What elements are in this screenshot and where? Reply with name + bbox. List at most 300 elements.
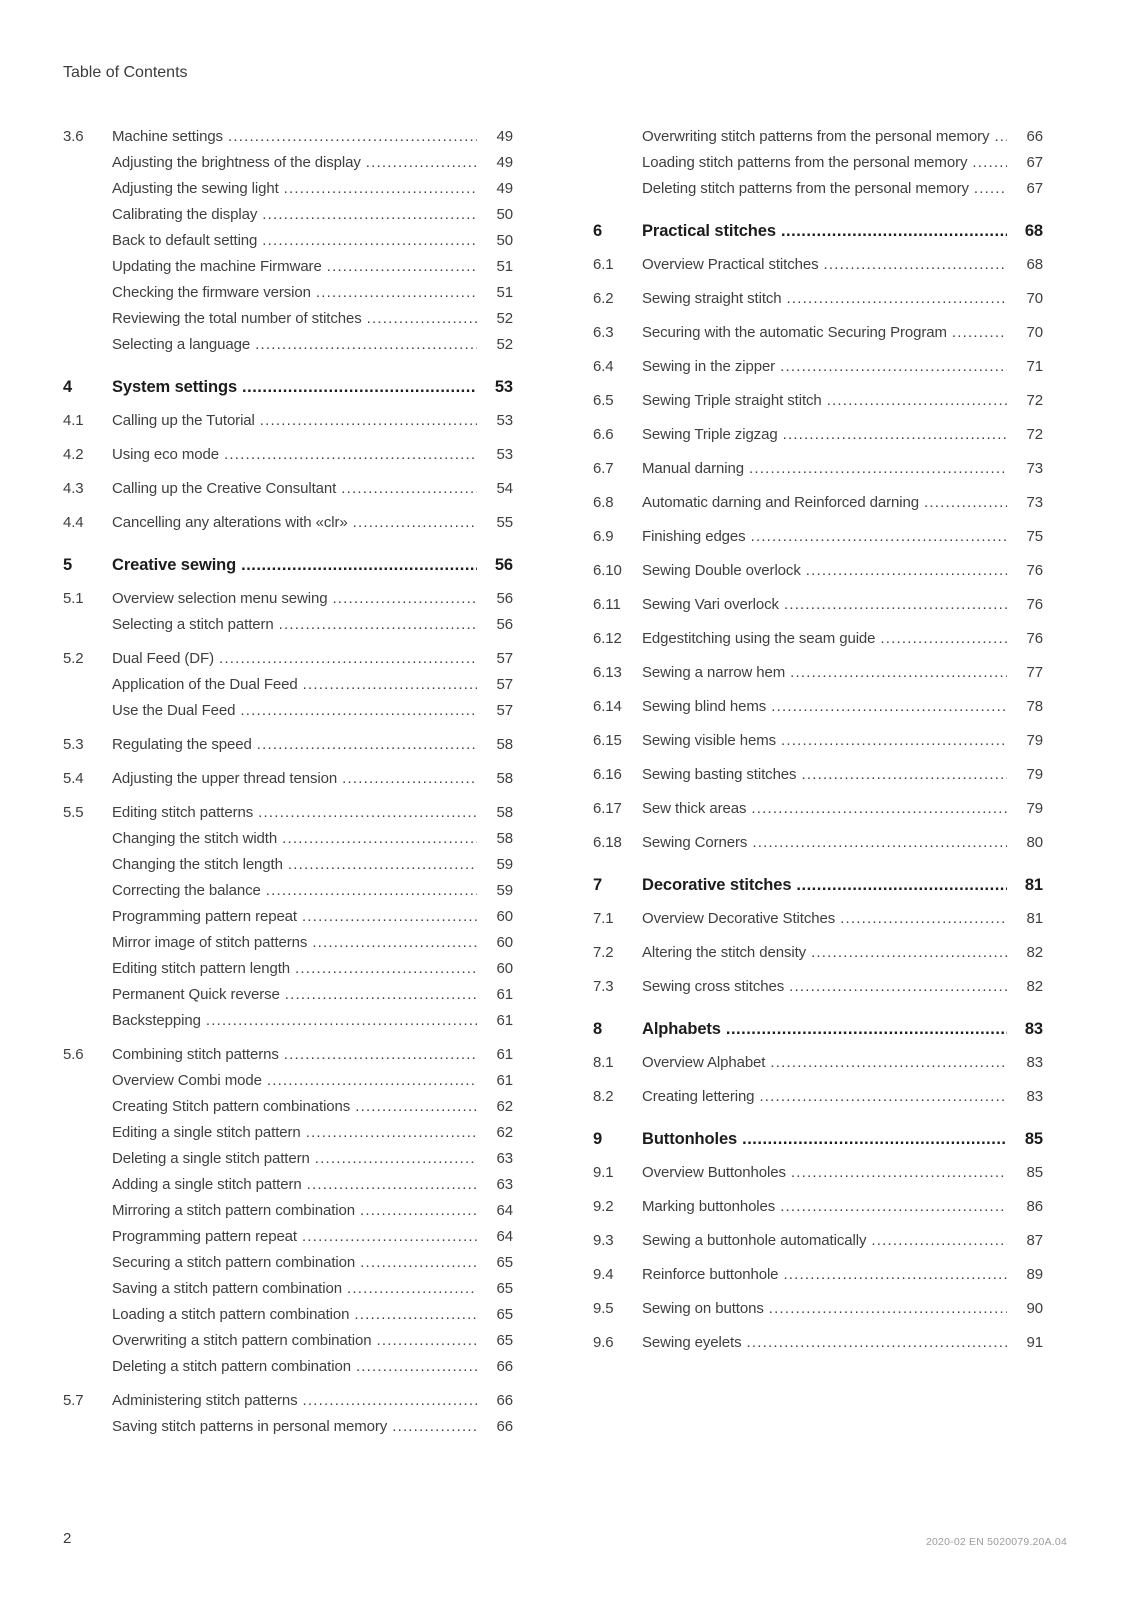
toc-entry[interactable] <box>63 590 513 608</box>
toc-entry-page: 53 <box>496 446 513 463</box>
toc-entry-page: 53 <box>494 378 513 396</box>
dot-leader <box>342 770 477 788</box>
toc-entry-title: Selecting a stitch pattern <box>112 616 274 633</box>
toc-entry[interactable] <box>63 1124 513 1142</box>
dot-leader <box>266 882 477 900</box>
toc-entry-title: Using eco mode <box>112 446 219 463</box>
dot-leader <box>224 446 477 464</box>
toc-entry[interactable] <box>63 128 513 146</box>
toc-entry-page: 61 <box>496 986 513 1003</box>
toc-entry-page: 82 <box>1026 944 1043 961</box>
toc-entry-title: Mirroring a stitch pattern combination <box>112 1202 355 1219</box>
toc-entry-number: 5.2 <box>63 650 84 667</box>
toc-entry-page: 73 <box>1026 460 1043 477</box>
toc-entry[interactable] <box>63 310 513 328</box>
toc-entry[interactable] <box>63 616 513 634</box>
toc-entry-title: Sewing Triple zigzag <box>642 426 778 443</box>
toc-entry[interactable] <box>593 180 1043 198</box>
dot-leader <box>376 1332 477 1350</box>
dot-leader <box>974 180 1007 198</box>
dot-leader <box>994 128 1007 146</box>
toc-entry-number: 6.2 <box>593 290 614 307</box>
toc-entry-number: 6.12 <box>593 630 622 647</box>
toc-column-right <box>593 128 1043 1436</box>
toc-entry-title: Cancelling any alterations with «clr» <box>112 514 348 531</box>
toc-entry[interactable] <box>593 562 1043 580</box>
dot-leader <box>303 1392 477 1410</box>
toc-entry-number: 9.3 <box>593 1232 614 1249</box>
toc-entry-page: 68 <box>1026 256 1043 273</box>
toc-entry[interactable] <box>63 1072 513 1090</box>
toc-entry-page: 60 <box>496 960 513 977</box>
dot-leader <box>824 256 1007 274</box>
toc-entry[interactable] <box>63 934 513 952</box>
toc-entry-title: Overview Alphabet <box>642 1054 766 1071</box>
toc-entry-page: 66 <box>1026 128 1043 145</box>
toc-entry-number: 6.9 <box>593 528 614 545</box>
toc-entry[interactable] <box>63 514 513 532</box>
toc-entry[interactable] <box>63 258 513 276</box>
dot-leader <box>242 378 477 396</box>
toc-entry-page: 49 <box>496 128 513 145</box>
toc-entry-title: Sewing a buttonhole automatically <box>642 1232 867 1249</box>
dot-leader <box>360 1202 477 1220</box>
toc-entry-title: Combining stitch patterns <box>112 1046 279 1063</box>
toc-entry-page: 83 <box>1026 1054 1043 1071</box>
toc-entry-title: Use the Dual Feed <box>112 702 236 719</box>
toc-entry[interactable] <box>593 494 1043 512</box>
toc-entry-number: 6.16 <box>593 766 622 783</box>
toc-entry-number: 6.10 <box>593 562 622 579</box>
toc-entry[interactable] <box>63 556 513 574</box>
toc-entry-title: Backstepping <box>112 1012 201 1029</box>
toc-entry-title: Changing the stitch width <box>112 830 278 847</box>
dot-leader <box>769 1300 1007 1318</box>
toc-entry-page: 56 <box>494 556 513 574</box>
toc-entry[interactable] <box>63 676 513 694</box>
toc-entry-number: 9.4 <box>593 1266 614 1283</box>
toc-entry-number: 6.8 <box>593 494 614 511</box>
toc-entry[interactable] <box>63 1254 513 1272</box>
toc-entry[interactable] <box>593 460 1043 478</box>
toc-entry[interactable] <box>63 770 513 788</box>
toc-entry-number: 6.15 <box>593 732 622 749</box>
toc-entry[interactable] <box>593 1130 1043 1148</box>
toc-entry[interactable] <box>593 1232 1043 1250</box>
toc-entry-page: 57 <box>496 650 513 667</box>
toc-entry-title: Overwriting stitch patterns from the personal memory <box>642 128 990 145</box>
toc-entry-page: 60 <box>496 934 513 951</box>
toc-entry[interactable] <box>593 256 1043 274</box>
dot-leader <box>288 856 477 874</box>
toc-entry-page: 75 <box>1026 528 1043 545</box>
toc-entry[interactable] <box>63 480 513 498</box>
toc-entry[interactable] <box>63 1150 513 1168</box>
toc-entry[interactable] <box>593 630 1043 648</box>
toc-entry-title: Selecting a language <box>112 336 251 353</box>
dot-leader <box>781 732 1007 750</box>
dot-leader <box>279 616 477 634</box>
dot-leader <box>282 830 477 848</box>
toc-entry-number: 8 <box>593 1020 603 1038</box>
toc-entry-number: 4 <box>63 378 73 396</box>
toc-entry[interactable] <box>63 1228 513 1246</box>
toc-entry[interactable] <box>63 412 513 430</box>
toc-entry-page: 79 <box>1026 732 1043 749</box>
toc-entry-title: Deleting a single stitch pattern <box>112 1150 310 1167</box>
toc-entry-page: 60 <box>496 908 513 925</box>
dot-leader <box>262 206 477 224</box>
toc-entry-page: 67 <box>1026 154 1043 171</box>
dot-leader <box>316 284 477 302</box>
toc-entry-number: 4.4 <box>63 514 84 531</box>
toc-entry[interactable] <box>63 986 513 1004</box>
toc-entry-title: Sewing cross stitches <box>642 978 785 995</box>
toc-entry[interactable] <box>593 800 1043 818</box>
toc-entry-title: Sewing a narrow hem <box>642 664 786 681</box>
toc-entry[interactable] <box>63 830 513 848</box>
toc-entry-page: 66 <box>496 1392 513 1409</box>
toc-entry[interactable] <box>63 960 513 978</box>
toc-entry[interactable] <box>63 1306 513 1324</box>
toc-entry-title: Overwriting a stitch pattern combination <box>112 1332 372 1349</box>
toc-entry-page: 85 <box>1024 1130 1043 1148</box>
toc-entry-title: Edgestitching using the seam guide <box>642 630 876 647</box>
toc-entry[interactable] <box>63 856 513 874</box>
toc-entry-title: Overview Practical stitches <box>642 256 819 273</box>
toc-entry-page: 58 <box>496 830 513 847</box>
toc-entry[interactable] <box>63 206 513 224</box>
toc-entry-number: 9 <box>593 1130 603 1148</box>
dot-leader <box>880 630 1007 648</box>
toc-entry-number: 4.1 <box>63 412 84 429</box>
toc-entry[interactable] <box>63 1098 513 1116</box>
toc-entry-page: 50 <box>496 232 513 249</box>
dot-leader <box>241 556 477 574</box>
dot-leader <box>355 1098 477 1116</box>
toc-entry-number: 5.5 <box>63 804 84 821</box>
toc-entry-title: Overview selection menu sewing <box>112 590 328 607</box>
toc-entry-title: Creative sewing <box>112 556 237 574</box>
toc-entry-page: 61 <box>496 1012 513 1029</box>
toc-entry-number: 6.6 <box>593 426 614 443</box>
dot-leader <box>796 876 1007 894</box>
toc-entry[interactable] <box>63 882 513 900</box>
dot-leader <box>206 1012 477 1030</box>
toc-entry-number: 6.4 <box>593 358 614 375</box>
toc-entry-page: 65 <box>496 1306 513 1323</box>
toc-entry-number: 9.5 <box>593 1300 614 1317</box>
toc-entry[interactable] <box>63 336 513 354</box>
toc-entry-page: 73 <box>1026 494 1043 511</box>
toc-entry-page: 63 <box>496 1176 513 1193</box>
toc-entry-number: 4.3 <box>63 480 84 497</box>
toc-entry-page: 62 <box>496 1098 513 1115</box>
toc-entry-title: Administering stitch patterns <box>112 1392 298 1409</box>
toc-entry-page: 52 <box>496 336 513 353</box>
toc-entry[interactable] <box>593 324 1043 342</box>
toc-entry[interactable] <box>593 834 1043 852</box>
toc-entry-page: 65 <box>496 1254 513 1271</box>
dot-leader <box>806 562 1007 580</box>
toc-entry[interactable] <box>63 1418 513 1436</box>
toc-entry-page: 51 <box>496 258 513 275</box>
toc-entry[interactable] <box>593 358 1043 376</box>
dot-leader <box>303 676 477 694</box>
toc-entry-page: 58 <box>496 770 513 787</box>
toc-entry[interactable] <box>593 392 1043 410</box>
dot-leader <box>759 1088 1007 1106</box>
toc-entry-title: Sewing visible hems <box>642 732 776 749</box>
dot-leader <box>752 834 1007 852</box>
toc-entry-number: 6.11 <box>593 596 621 613</box>
toc-entry-title: Loading stitch patterns from the personal memory <box>642 154 968 171</box>
toc-entry-title: Adjusting the upper thread tension <box>112 770 338 787</box>
toc-entry[interactable] <box>593 222 1043 240</box>
toc-entry-page: 64 <box>496 1228 513 1245</box>
toc-entry-number: 5.3 <box>63 736 84 753</box>
toc-entry[interactable] <box>593 1266 1043 1284</box>
toc-entry[interactable] <box>63 702 513 720</box>
toc-entry-page: 61 <box>496 1072 513 1089</box>
toc-entry-number: 7.2 <box>593 944 614 961</box>
dot-leader <box>302 1228 477 1246</box>
toc-entry-page: 83 <box>1024 1020 1043 1038</box>
toc-entry[interactable] <box>593 732 1043 750</box>
footer-doc-code: 2020-02 EN 5020079.20A.04 <box>925 1536 1067 1548</box>
toc-entry[interactable] <box>593 1054 1043 1072</box>
toc-entry[interactable] <box>63 154 513 172</box>
dot-leader <box>811 944 1007 962</box>
page-title: Table of Contents <box>63 64 188 81</box>
toc-entry-page: 49 <box>496 154 513 171</box>
toc-entry-page: 57 <box>496 702 513 719</box>
dot-leader <box>783 1266 1007 1284</box>
toc-entry-number: 6.5 <box>593 392 614 409</box>
toc-entry-page: 59 <box>496 856 513 873</box>
dot-leader <box>781 222 1007 240</box>
dot-leader <box>260 412 477 430</box>
toc-entry-number: 7.1 <box>593 910 614 927</box>
toc-entry[interactable] <box>593 1300 1043 1318</box>
toc-entry[interactable] <box>593 596 1043 614</box>
toc-entry-page: 57 <box>496 676 513 693</box>
dot-leader <box>257 736 477 754</box>
toc-entry-page: 81 <box>1024 876 1043 894</box>
toc-entry-page: 77 <box>1026 664 1043 681</box>
toc-entry-page: 66 <box>496 1418 513 1435</box>
dot-leader <box>228 128 477 146</box>
toc-entry[interactable] <box>63 446 513 464</box>
toc-entry[interactable] <box>593 154 1043 172</box>
dot-leader <box>952 324 1007 342</box>
dot-leader <box>312 934 477 952</box>
toc-entry[interactable] <box>63 284 513 302</box>
toc-entry-page: 72 <box>1026 426 1043 443</box>
footer-page-number: 2 <box>63 1530 72 1547</box>
toc-entry-title: Regulating the speed <box>112 736 252 753</box>
toc-entry-page: 49 <box>496 180 513 197</box>
toc-entry[interactable] <box>593 290 1043 308</box>
toc-entry-title: Correcting the balance <box>112 882 261 899</box>
toc-entry[interactable] <box>63 908 513 926</box>
dot-leader <box>353 514 477 532</box>
toc-entry-title: Changing the stitch length <box>112 856 283 873</box>
dot-leader <box>747 1334 1008 1352</box>
toc-entry[interactable] <box>593 1088 1043 1106</box>
toc-entry-page: 78 <box>1026 698 1043 715</box>
dot-leader <box>780 358 1007 376</box>
toc-entry-title: Overview Decorative Stitches <box>642 910 836 927</box>
toc-entry-number: 5.4 <box>63 770 84 787</box>
toc-entry[interactable] <box>593 1020 1043 1038</box>
dot-leader <box>787 290 1007 308</box>
toc-entry-title: Buttonholes <box>642 1130 738 1148</box>
toc-entry-title: Editing stitch pattern length <box>112 960 291 977</box>
toc-entry[interactable] <box>63 180 513 198</box>
dot-leader <box>258 804 477 822</box>
toc-entry[interactable] <box>593 426 1043 444</box>
dot-leader <box>285 986 477 1004</box>
dot-leader <box>255 336 477 354</box>
toc-entry-number: 7 <box>593 876 603 894</box>
toc-entry-page: 50 <box>496 206 513 223</box>
dot-leader <box>784 596 1007 614</box>
toc-entry-number: 6.18 <box>593 834 622 851</box>
toc-entry-title: Sewing in the zipper <box>642 358 776 375</box>
toc-entry-number: 5.6 <box>63 1046 84 1063</box>
toc-entry-page: 68 <box>1024 222 1043 240</box>
toc-entry-title: Alphabets <box>642 1020 721 1038</box>
toc-entry-title: Sewing eyelets <box>642 1334 742 1351</box>
toc-entry-page: 55 <box>496 514 513 531</box>
toc-entry-title: Application of the Dual Feed <box>112 676 298 693</box>
toc-entry-page: 66 <box>496 1358 513 1375</box>
toc-entry[interactable] <box>593 528 1043 546</box>
toc-entry-page: 89 <box>1026 1266 1043 1283</box>
dot-leader <box>360 1254 477 1272</box>
toc-entry-page: 62 <box>496 1124 513 1141</box>
dot-leader <box>749 460 1007 478</box>
dot-leader <box>284 1046 477 1064</box>
toc-entry-number: 7.3 <box>593 978 614 995</box>
toc-entry[interactable] <box>593 876 1043 894</box>
dot-leader <box>742 1130 1007 1148</box>
toc-entry-number: 8.1 <box>593 1054 614 1071</box>
toc-entry-page: 85 <box>1026 1164 1043 1181</box>
dot-leader <box>284 180 477 198</box>
dot-leader <box>367 310 477 328</box>
dot-leader <box>726 1020 1007 1038</box>
toc-entry[interactable] <box>593 1198 1043 1216</box>
toc-entry-page: 67 <box>1026 180 1043 197</box>
toc-entry[interactable] <box>593 766 1043 784</box>
toc-entry-number: 8.2 <box>593 1088 614 1105</box>
toc-entry-title: Sewing Triple straight stitch <box>642 392 822 409</box>
toc-entry-title: Editing a single stitch pattern <box>112 1124 301 1141</box>
dot-leader <box>307 1176 477 1194</box>
toc-entry-page: 53 <box>496 412 513 429</box>
dot-leader <box>219 650 477 668</box>
toc-entry-page: 59 <box>496 882 513 899</box>
toc-entry[interactable] <box>63 1012 513 1030</box>
toc-entry-page: 71 <box>1026 358 1043 375</box>
toc-entry[interactable] <box>593 1334 1043 1352</box>
toc-entry-number: 9.6 <box>593 1334 614 1351</box>
toc-entry-title: Checking the firmware version <box>112 284 311 301</box>
toc-entry[interactable] <box>63 1392 513 1410</box>
toc-entry[interactable] <box>593 698 1043 716</box>
toc-entry[interactable] <box>63 1280 513 1298</box>
toc-entry[interactable] <box>63 1202 513 1220</box>
toc-entry-page: 87 <box>1026 1232 1043 1249</box>
toc-entry-title: Overview Combi mode <box>112 1072 262 1089</box>
toc-entry[interactable] <box>593 978 1043 996</box>
toc-entry-title: Deleting stitch patterns from the personal memory <box>642 180 969 197</box>
dot-leader <box>392 1418 477 1436</box>
toc-entry-title: Securing a stitch pattern combination <box>112 1254 356 1271</box>
toc-entry-title: Automatic darning and Reinforced darning <box>642 494 920 511</box>
toc-entry[interactable] <box>63 1358 513 1376</box>
toc-entry-number: 6.7 <box>593 460 614 477</box>
dot-leader <box>871 1232 1007 1250</box>
toc-entry-title: Adjusting the brightness of the display <box>112 154 361 171</box>
toc-entry-number: 5 <box>63 556 73 574</box>
toc-entry-title: Loading a stitch pattern combination <box>112 1306 350 1323</box>
toc-entry-page: 56 <box>496 590 513 607</box>
toc-entry[interactable] <box>63 650 513 668</box>
toc-entry-title: Sewing Double overlock <box>642 562 801 579</box>
toc-entry-title: Back to default setting <box>112 232 258 249</box>
toc-entry-page: 76 <box>1026 630 1043 647</box>
toc-entry-title: Calling up the Creative Consultant <box>112 480 337 497</box>
toc-entry-page: 72 <box>1026 392 1043 409</box>
toc-entry-page: 90 <box>1026 1300 1043 1317</box>
toc-entry-number: 6.1 <box>593 256 614 273</box>
toc-entry[interactable] <box>593 944 1043 962</box>
dot-leader <box>789 978 1007 996</box>
toc-entry[interactable] <box>593 910 1043 928</box>
toc-entry-title: Deleting a stitch pattern combination <box>112 1358 351 1375</box>
toc-entry[interactable] <box>63 378 513 396</box>
toc-entry[interactable] <box>593 664 1043 682</box>
toc-entry[interactable] <box>63 736 513 754</box>
dot-leader <box>356 1358 477 1376</box>
dot-leader <box>332 590 477 608</box>
dot-leader <box>780 1198 1007 1216</box>
toc-entry[interactable] <box>593 1164 1043 1182</box>
toc-entry[interactable] <box>63 1046 513 1064</box>
table-of-contents <box>63 128 1043 1436</box>
toc-entry-title: Sewing basting stitches <box>642 766 797 783</box>
toc-entry[interactable] <box>63 232 513 250</box>
toc-entry-number: 6.14 <box>593 698 622 715</box>
toc-entry[interactable] <box>63 804 513 822</box>
toc-entry-page: 51 <box>496 284 513 301</box>
dot-leader <box>791 1164 1007 1182</box>
dot-leader <box>267 1072 477 1090</box>
dot-leader <box>783 426 1007 444</box>
dot-leader <box>827 392 1007 410</box>
toc-entry-number: 3.6 <box>63 128 84 145</box>
toc-entry-page: 76 <box>1026 596 1043 613</box>
toc-entry-number: 6.3 <box>593 324 614 341</box>
toc-entry[interactable] <box>63 1332 513 1350</box>
toc-entry-title: Altering the stitch density <box>642 944 807 961</box>
toc-entry[interactable] <box>63 1176 513 1194</box>
dot-leader <box>751 800 1007 818</box>
toc-entry[interactable] <box>593 128 1043 146</box>
